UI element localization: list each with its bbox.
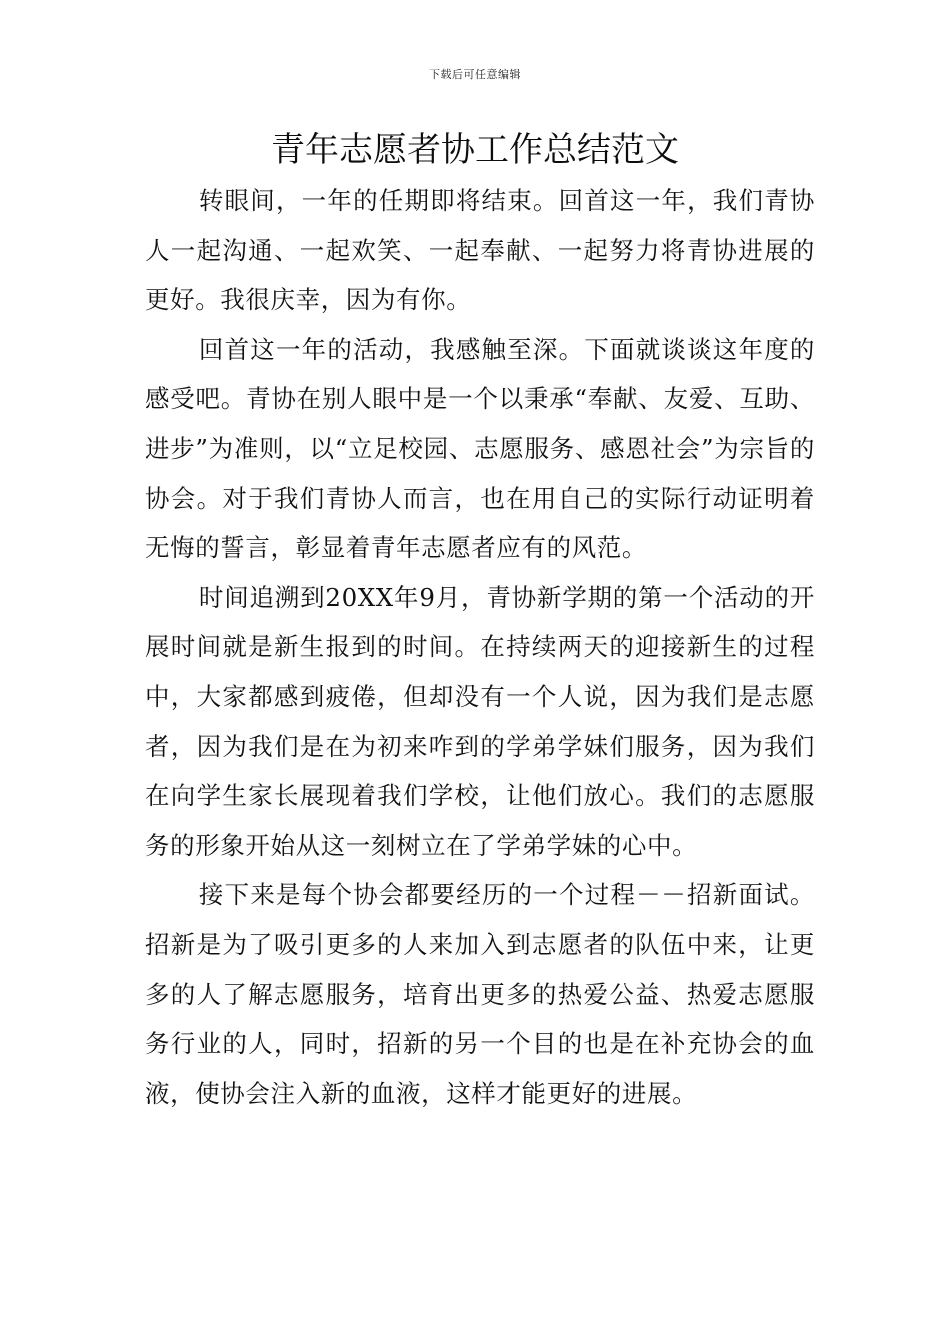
header-note: 下载后可任意编辑 — [429, 68, 521, 81]
paragraph: 回首这一年的活动，我感触至深。下面就谈谈这年度的感受吧。青协在别人眼中是一个以秉承“奉献、友爱、互助、进步”为准则，以“立足校园、志愿服务、感恩社会”为宗旨的协会。对于我们青协人而言，也在用自己的实际行动证明着无悔的誓言，彰显着青年志愿者应有的风范。 — [145, 334, 815, 563]
document-title: 青年志愿者协工作总结范文 — [271, 130, 679, 170]
paragraph: 接下来是每个协会都要经历的一个过程－－招新面试。招新是为了吸引更多的人来加入到志愿者的队伍中来，让更多的人了解志愿服务，培育出更多的热爱公益、热爱志愿服务行业的人，同时，招新的另一个目的也是在补充协会的血液，使协会注入新的血液，这样才能更好的进展。 — [145, 880, 815, 1108]
paragraph: 转眼间，一年的任期即将结束。回首这一年，我们青协人一起沟通、一起欢笑、一起奉献、一起努力将青协进展的更好。我很庆幸，因为有你。 — [145, 186, 815, 315]
paragraph: 时间追溯到20XX年9月，青协新学期的第一个活动的开展时间就是新生报到的时间。在持续两天的迎接新生的过程中，大家都感到疲倦，但却没有一个人说，因为我们是志愿者，因为我们是在为初来咋到的学弟学妹们服务，因为我们在向学生家长展现着我们学校，让他们放心。我们的志愿服务的形象开始从这一刻树立在了学弟学妹的心中。 — [145, 582, 815, 860]
document-body — [145, 176, 815, 1118]
